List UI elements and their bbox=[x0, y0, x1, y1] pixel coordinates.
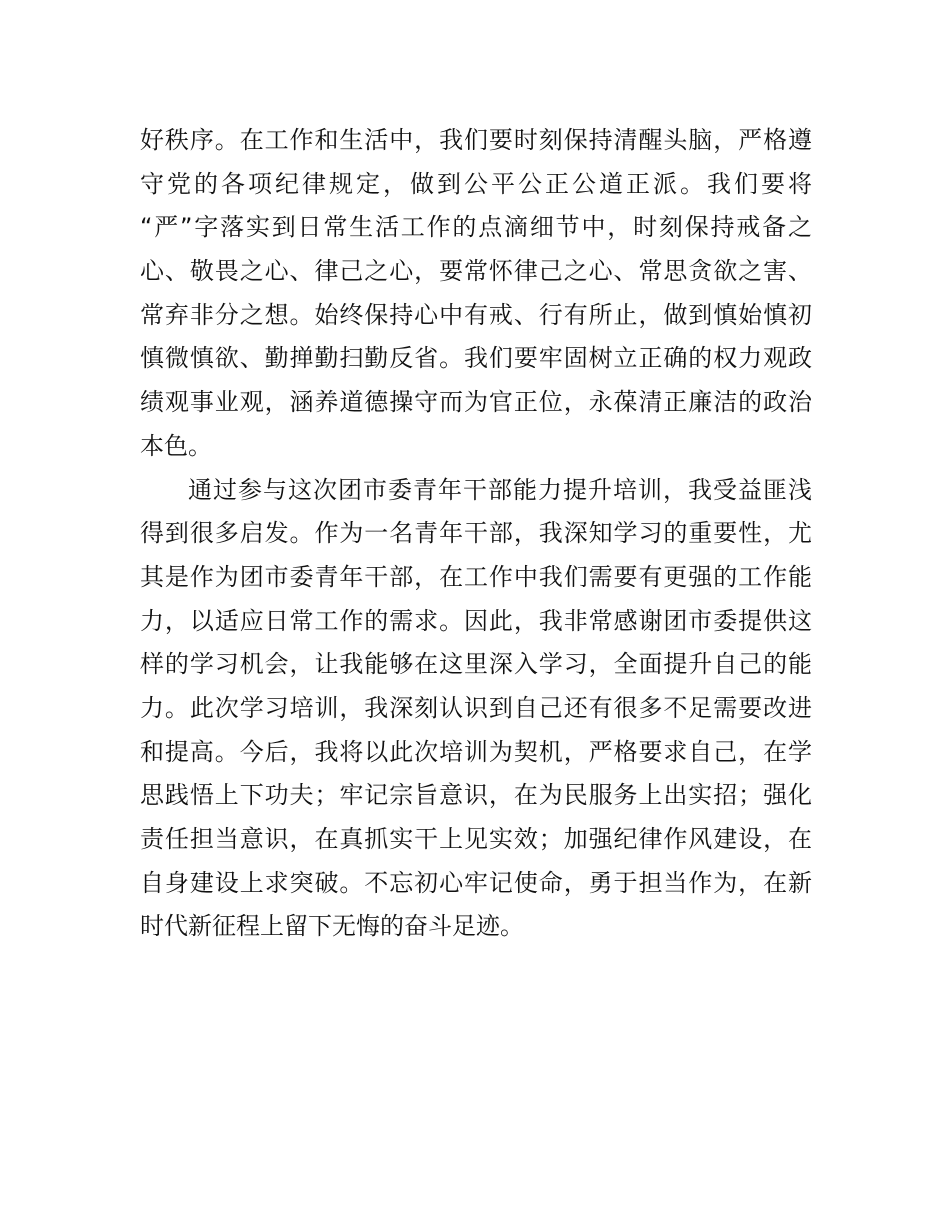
text-line: 自身建设上求突破。不忘初心牢记使命，勇于担当作为，在新 bbox=[140, 868, 812, 897]
text-line: 绩观事业观，涵养道德操守而为官正位，永葆清正廉洁的政治 bbox=[140, 388, 812, 417]
text-line: 其是作为团市委青年干部，在工作中我们需要有更强的工作能 bbox=[140, 562, 812, 591]
text-line: 力。此次学习培训，我深刻认识到自己还有很多不足需要改进 bbox=[140, 693, 812, 722]
text-line: 和提高。今后，我将以此次培训为契机，严格要求自己，在学 bbox=[140, 737, 812, 766]
document-body bbox=[140, 119, 812, 949]
text-line: 好秩序。在工作和生活中，我们要时刻保持清醒头脑，严格遵 bbox=[140, 126, 812, 154]
text-line: 责任担当意识，在真抓实干上见实效；加强纪律作风建设，在 bbox=[140, 825, 812, 853]
text-line: 通过参与这次团市委青年干部能力提升培训，我受益匪浅 bbox=[188, 475, 812, 504]
paragraph-2 bbox=[140, 469, 812, 950]
text-line: 慎微慎欲、勤掸勤扫勤反省。我们要牢固树立正确的权力观政 bbox=[140, 344, 812, 373]
text-line: 守党的各项纪律规定，做到公平公正公道正派。我们要将 bbox=[140, 169, 812, 198]
text-line: 常弃非分之想。始终保持心中有戒、行有所止，做到慎始慎初 bbox=[140, 300, 812, 329]
text-line: 心、敬畏之心、律己之心，要常怀律己之心、常思贪欲之害、 bbox=[140, 257, 812, 286]
text-line: 力，以适应日常工作的需求。因此，我非常感谢团市委提供这 bbox=[140, 606, 812, 635]
text-line: “严”字落实到日常生活工作的点滴细节中，时刻保持戒备之 bbox=[140, 213, 812, 242]
paragraph-1 bbox=[140, 119, 812, 469]
text-line: 时代新征程上留下无悔的奋斗足迹。 bbox=[140, 912, 524, 941]
text-line: 样的学习机会，让我能够在这里深入学习，全面提升自己的能 bbox=[140, 650, 812, 679]
text-line: 得到很多启发。作为一名青年干部，我深知学习的重要性，尤 bbox=[140, 519, 812, 548]
text-line: 本色。 bbox=[140, 431, 212, 460]
text-line: 思践悟上下功夫；牢记宗旨意识，在为民服务上出实招；强化 bbox=[140, 781, 812, 810]
